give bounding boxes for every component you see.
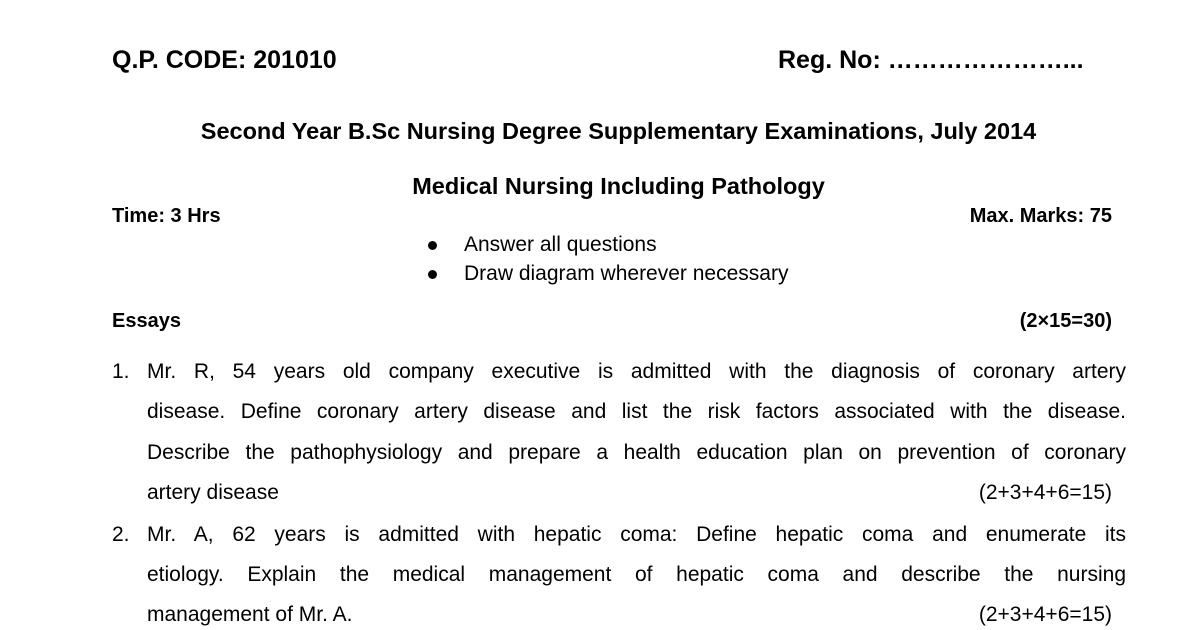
question-line: artery disease — [147, 481, 279, 504]
question-line: management of Mr. A. — [147, 603, 353, 626]
exam-title: Second Year B.Sc Nursing Degree Supplementary Examinations, July 2014 — [200, 118, 1037, 144]
section-marks: (2×15=30) — [1019, 310, 1112, 332]
bullet-icon — [428, 241, 437, 250]
section-title: Essays — [112, 310, 181, 332]
reg-no: Reg. No: …………………... — [778, 46, 1084, 74]
exam-time: Time: 3 Hrs — [112, 205, 221, 227]
question-line: Describe the pathophysiology and prepare a health education plan on prevention of coronary — [147, 441, 1126, 464]
question-line: disease. Define coronary artery disease and list the risk factors associated with the disease. — [147, 400, 1126, 423]
instruction-item: Answer all questions — [464, 233, 657, 256]
question-line: Mr. A, 62 years is admitted with hepatic coma: Define hepatic coma and enumerate its — [147, 523, 1126, 546]
bullet-icon — [428, 270, 437, 279]
question-number: 1. — [112, 360, 130, 383]
question-marks: (2+3+4+6=15) — [978, 603, 1112, 626]
max-marks: Max. Marks: 75 — [969, 205, 1112, 227]
instruction-item: Draw diagram wherever necessary — [464, 262, 789, 285]
subject-title: Medical Nursing Including Pathology — [412, 173, 825, 199]
question-marks: (2+3+4+6=15) — [978, 481, 1112, 504]
qp-code: Q.P. CODE: 201010 — [112, 46, 337, 74]
question-line: etiology. Explain the medical management of hepatic coma and describe the nursing — [147, 563, 1126, 586]
question-number: 2. — [112, 523, 130, 546]
question-line: Mr. R, 54 years old company executive is admitted with the diagnosis of coronary artery — [147, 360, 1126, 383]
